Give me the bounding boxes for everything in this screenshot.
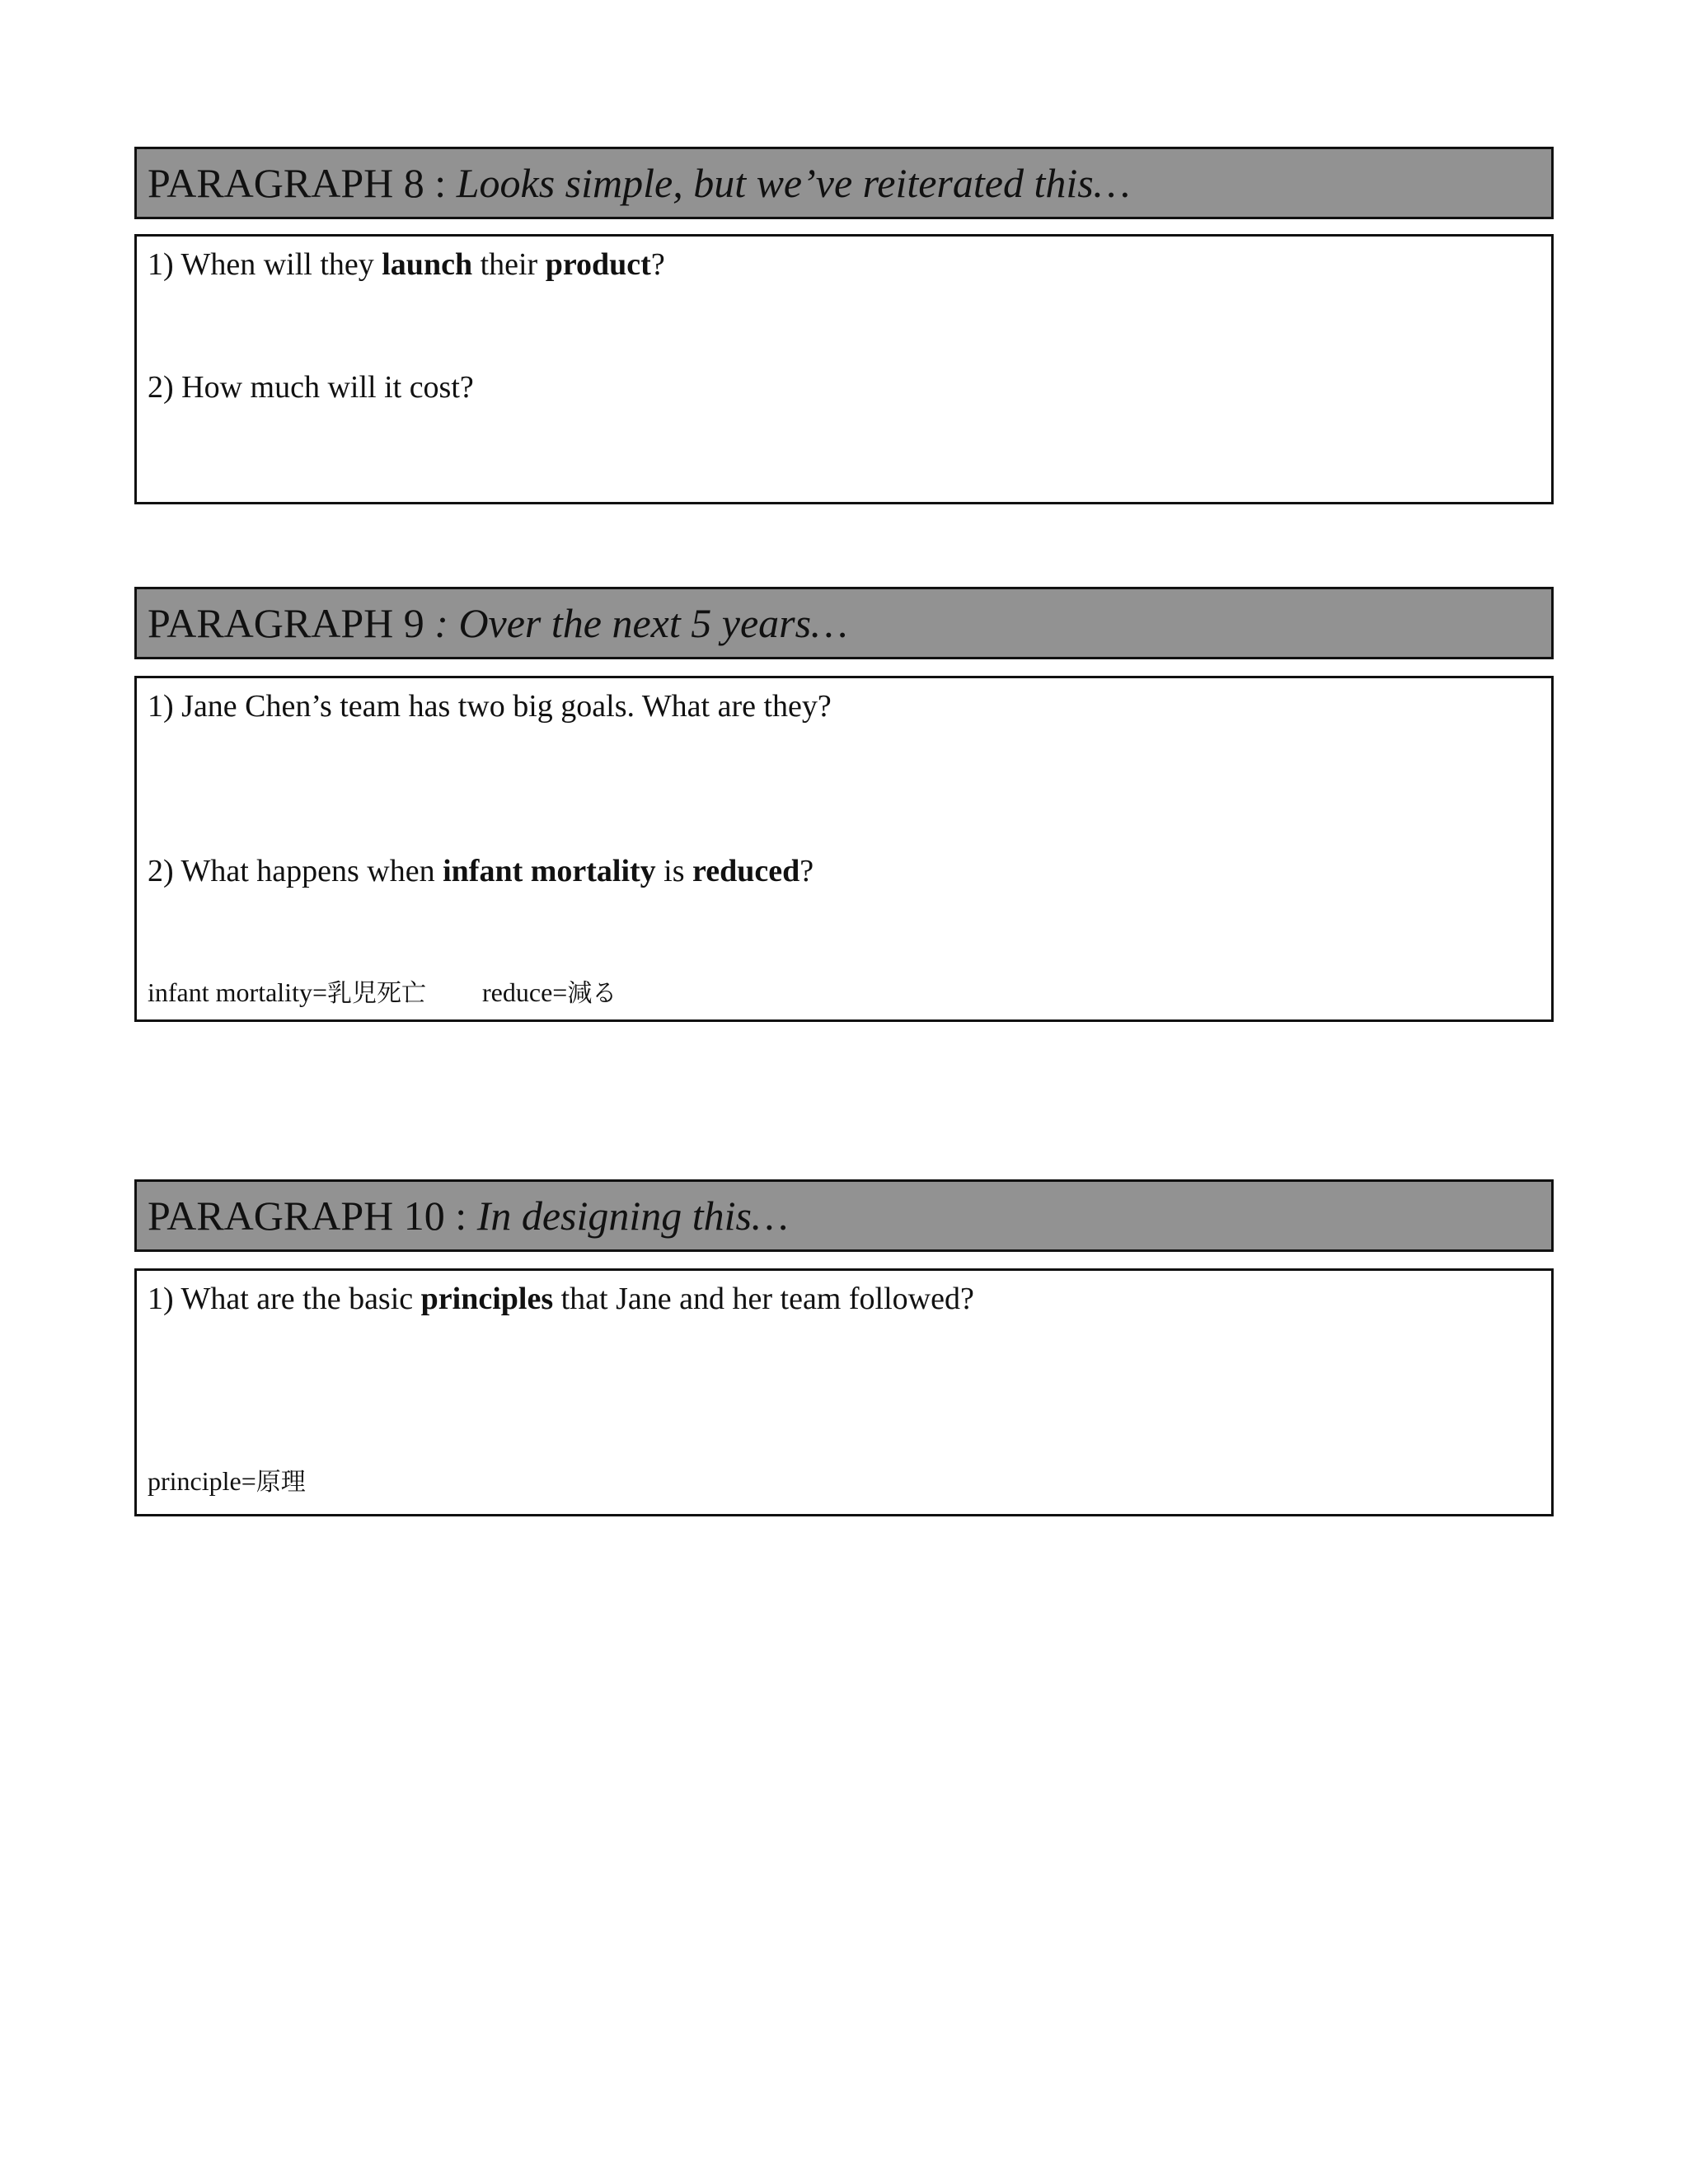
keyword-launch: launch xyxy=(382,247,473,282)
vocab-japanese: 減る xyxy=(567,979,617,1008)
vocab-term xyxy=(482,977,617,1007)
heading-separator: : xyxy=(444,1193,477,1239)
question-box-paragraph-9 xyxy=(134,676,1554,1022)
heading-number: PARAGRAPH 9 xyxy=(148,600,424,646)
question-text: is xyxy=(655,854,693,888)
vocab-english: principle= xyxy=(148,1466,256,1496)
question-text: 2) What happens when xyxy=(148,854,443,888)
vocabulary-notes xyxy=(148,1465,306,1498)
heading-number: PARAGRAPH 8 xyxy=(148,160,424,206)
vocab-japanese: 乳児死亡 xyxy=(327,979,426,1008)
section-heading-paragraph-8 xyxy=(134,147,1554,219)
heading-subtitle: Over the next 5 years… xyxy=(458,600,848,646)
vocabulary-notes xyxy=(148,977,617,1010)
heading-subtitle: Looks simple, but we’ve reiterated this… xyxy=(456,160,1131,206)
vocab-term xyxy=(148,977,426,1007)
vocab-english: reduce= xyxy=(482,977,568,1007)
keyword-product: product xyxy=(545,247,651,282)
question-text: 1) Jane Chen’s team has two big goals. What are they? xyxy=(148,689,832,724)
question-2 xyxy=(148,853,814,889)
question-box-paragraph-8 xyxy=(134,234,1554,504)
question-text: ? xyxy=(799,854,814,888)
keyword-principles: principles xyxy=(420,1282,554,1316)
vocab-english: infant mortality= xyxy=(148,977,327,1007)
question-text: ? xyxy=(650,247,665,282)
question-text: 2) How much will it cost? xyxy=(148,370,474,405)
section-heading-paragraph-10 xyxy=(134,1179,1554,1252)
question-1 xyxy=(148,246,665,283)
keyword-infant-mortality: infant mortality xyxy=(443,854,656,888)
heading-subtitle: In designing this… xyxy=(476,1193,789,1239)
question-1 xyxy=(148,1281,974,1317)
heading-number: PARAGRAPH 10 xyxy=(148,1193,445,1239)
heading-separator: : xyxy=(424,600,459,646)
section-heading-paragraph-9 xyxy=(134,587,1554,659)
question-text: their xyxy=(472,247,546,282)
heading-separator: : xyxy=(424,160,457,206)
vocab-term xyxy=(148,1466,306,1496)
question-text: 1) What are the basic xyxy=(148,1282,421,1316)
question-text: 1) When will they xyxy=(148,247,382,282)
keyword-reduced: reduced xyxy=(692,854,800,888)
question-text: that Jane and her team followed? xyxy=(553,1282,974,1316)
question-2 xyxy=(148,369,474,405)
question-box-paragraph-10 xyxy=(134,1268,1554,1516)
vocab-japanese: 原理 xyxy=(256,1468,306,1497)
question-1 xyxy=(148,688,832,724)
